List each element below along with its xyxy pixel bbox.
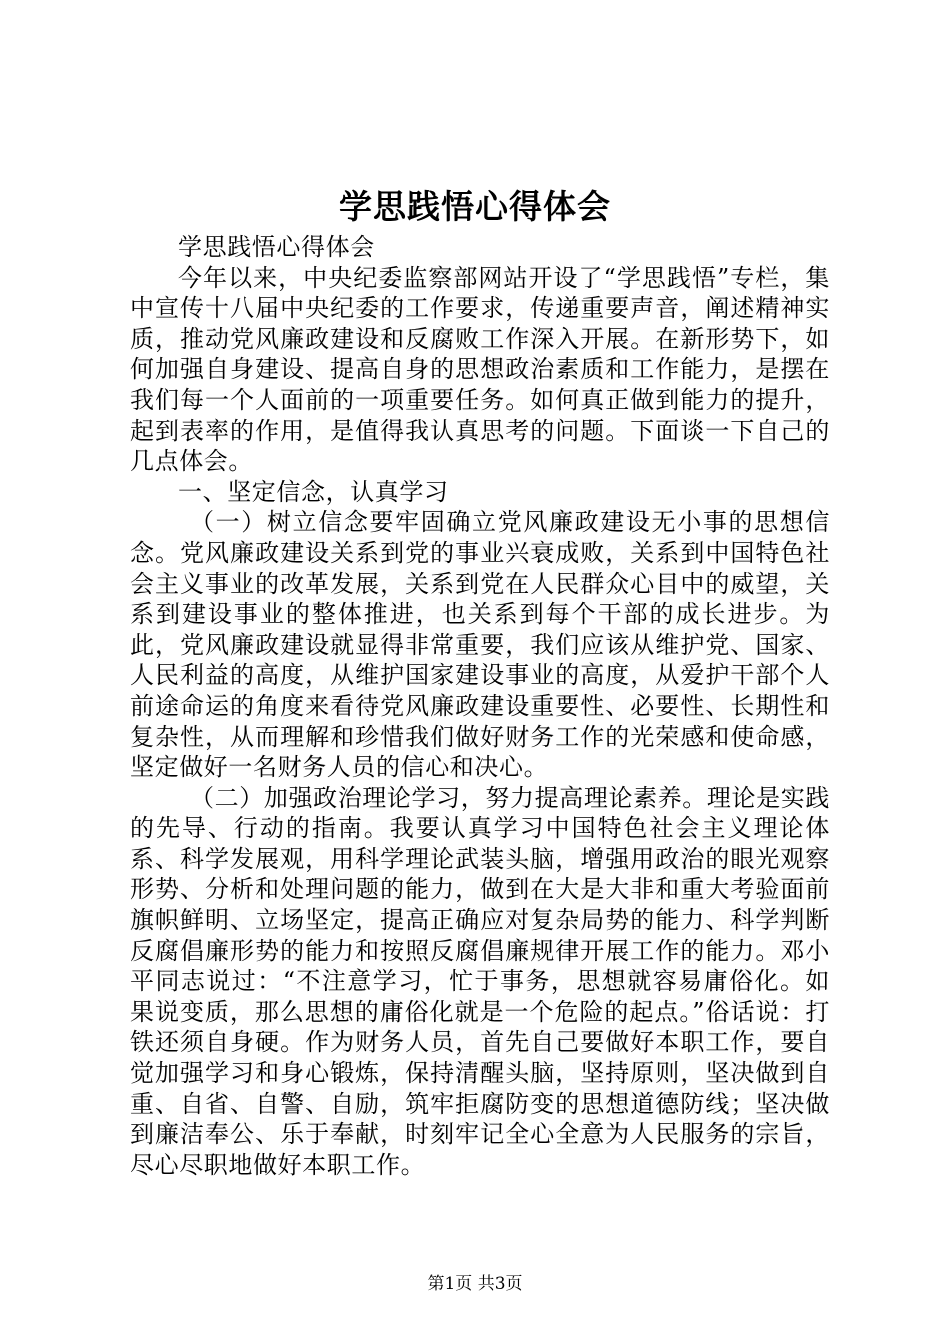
document-title: 学思践悟心得体会 <box>339 187 611 226</box>
section-heading: 一、坚定信念，认真学习 <box>178 477 449 506</box>
body-subtitle: 学思践悟心得体会 <box>178 233 375 261</box>
paragraph-point-2: （二）加强政治理论学习，努力提高理论素养。理论是实践的先导、行动的指南。我要认真学习中国特色社会主义理论体系、科学发展观，用科学理论武装头脑，增强用政治的眼光观察形势、分析和处理问题的能力，做到在大是大非和重大考验面前旗帜鲜明、立场坚定，提高正确应对复杂局势的能力、科学判断反腐倡廉形势的能力和按照反腐倡廉规律开展工作的能力。邓小平同志说过：“不注意学习，忙于事务，思想就容易庸俗化。如果说变质，那么思想的庸俗化就是一个危险的起点。”俗话说：打铁还须自身硬。作为财务人员，首先自己要做好本职工作，要自觉加强学习和身心锻炼，保持清醒头脑，坚持原则，坚决做到自重、自省、自警、自励，筑牢拒腐防变的思想道德防线；坚决做到廉洁奉公、乐于奉献，时刻牢记全心全意为人民服务的宗旨，尽心尽职地做好本职工作。 <box>130 783 830 1179</box>
paragraph-intro: 今年以来，中央纪委监察部网站开设了“学思践悟”专栏，集中宣传十八届中央纪委的工作要求，传递重要声音，阐述精神实质，推动党风廉政建设和反腐败工作深入开展。在新形势下，如何加强自身建设、提高自身的思想政治素质和工作能力，是摆在我们每一个人面前的一项重要任务。如何真正做到能力的提升，起到表率的作用，是值得我认真思考的问题。下面谈一下自己的几点体会。 <box>130 263 830 476</box>
page-footer: 第1页 共3页 <box>427 1274 523 1294</box>
document-body <box>130 232 830 1180</box>
paragraph-point-1: （一）树立信念要牢固确立党风廉政建设无小事的思想信念。党风廉政建设关系到党的事业兴衰成败，关系到中国特色社会主义事业的改革发展，关系到党在人民群众心目中的威望，关系到建设事业的整体推进，也关系到每个干部的成长进步。为此，党风廉政建设就显得非常重要，我们应该从维护党、国家、人民利益的高度，从维护国家建设事业的高度，从爱护干部个人前途命运的角度来看待党风廉政建设重要性、必要性、长期性和复杂性，从而理解和珍惜我们做好财务工作的光荣感和使命感，坚定做好一名财务人员的信心和决心。 <box>130 508 830 782</box>
